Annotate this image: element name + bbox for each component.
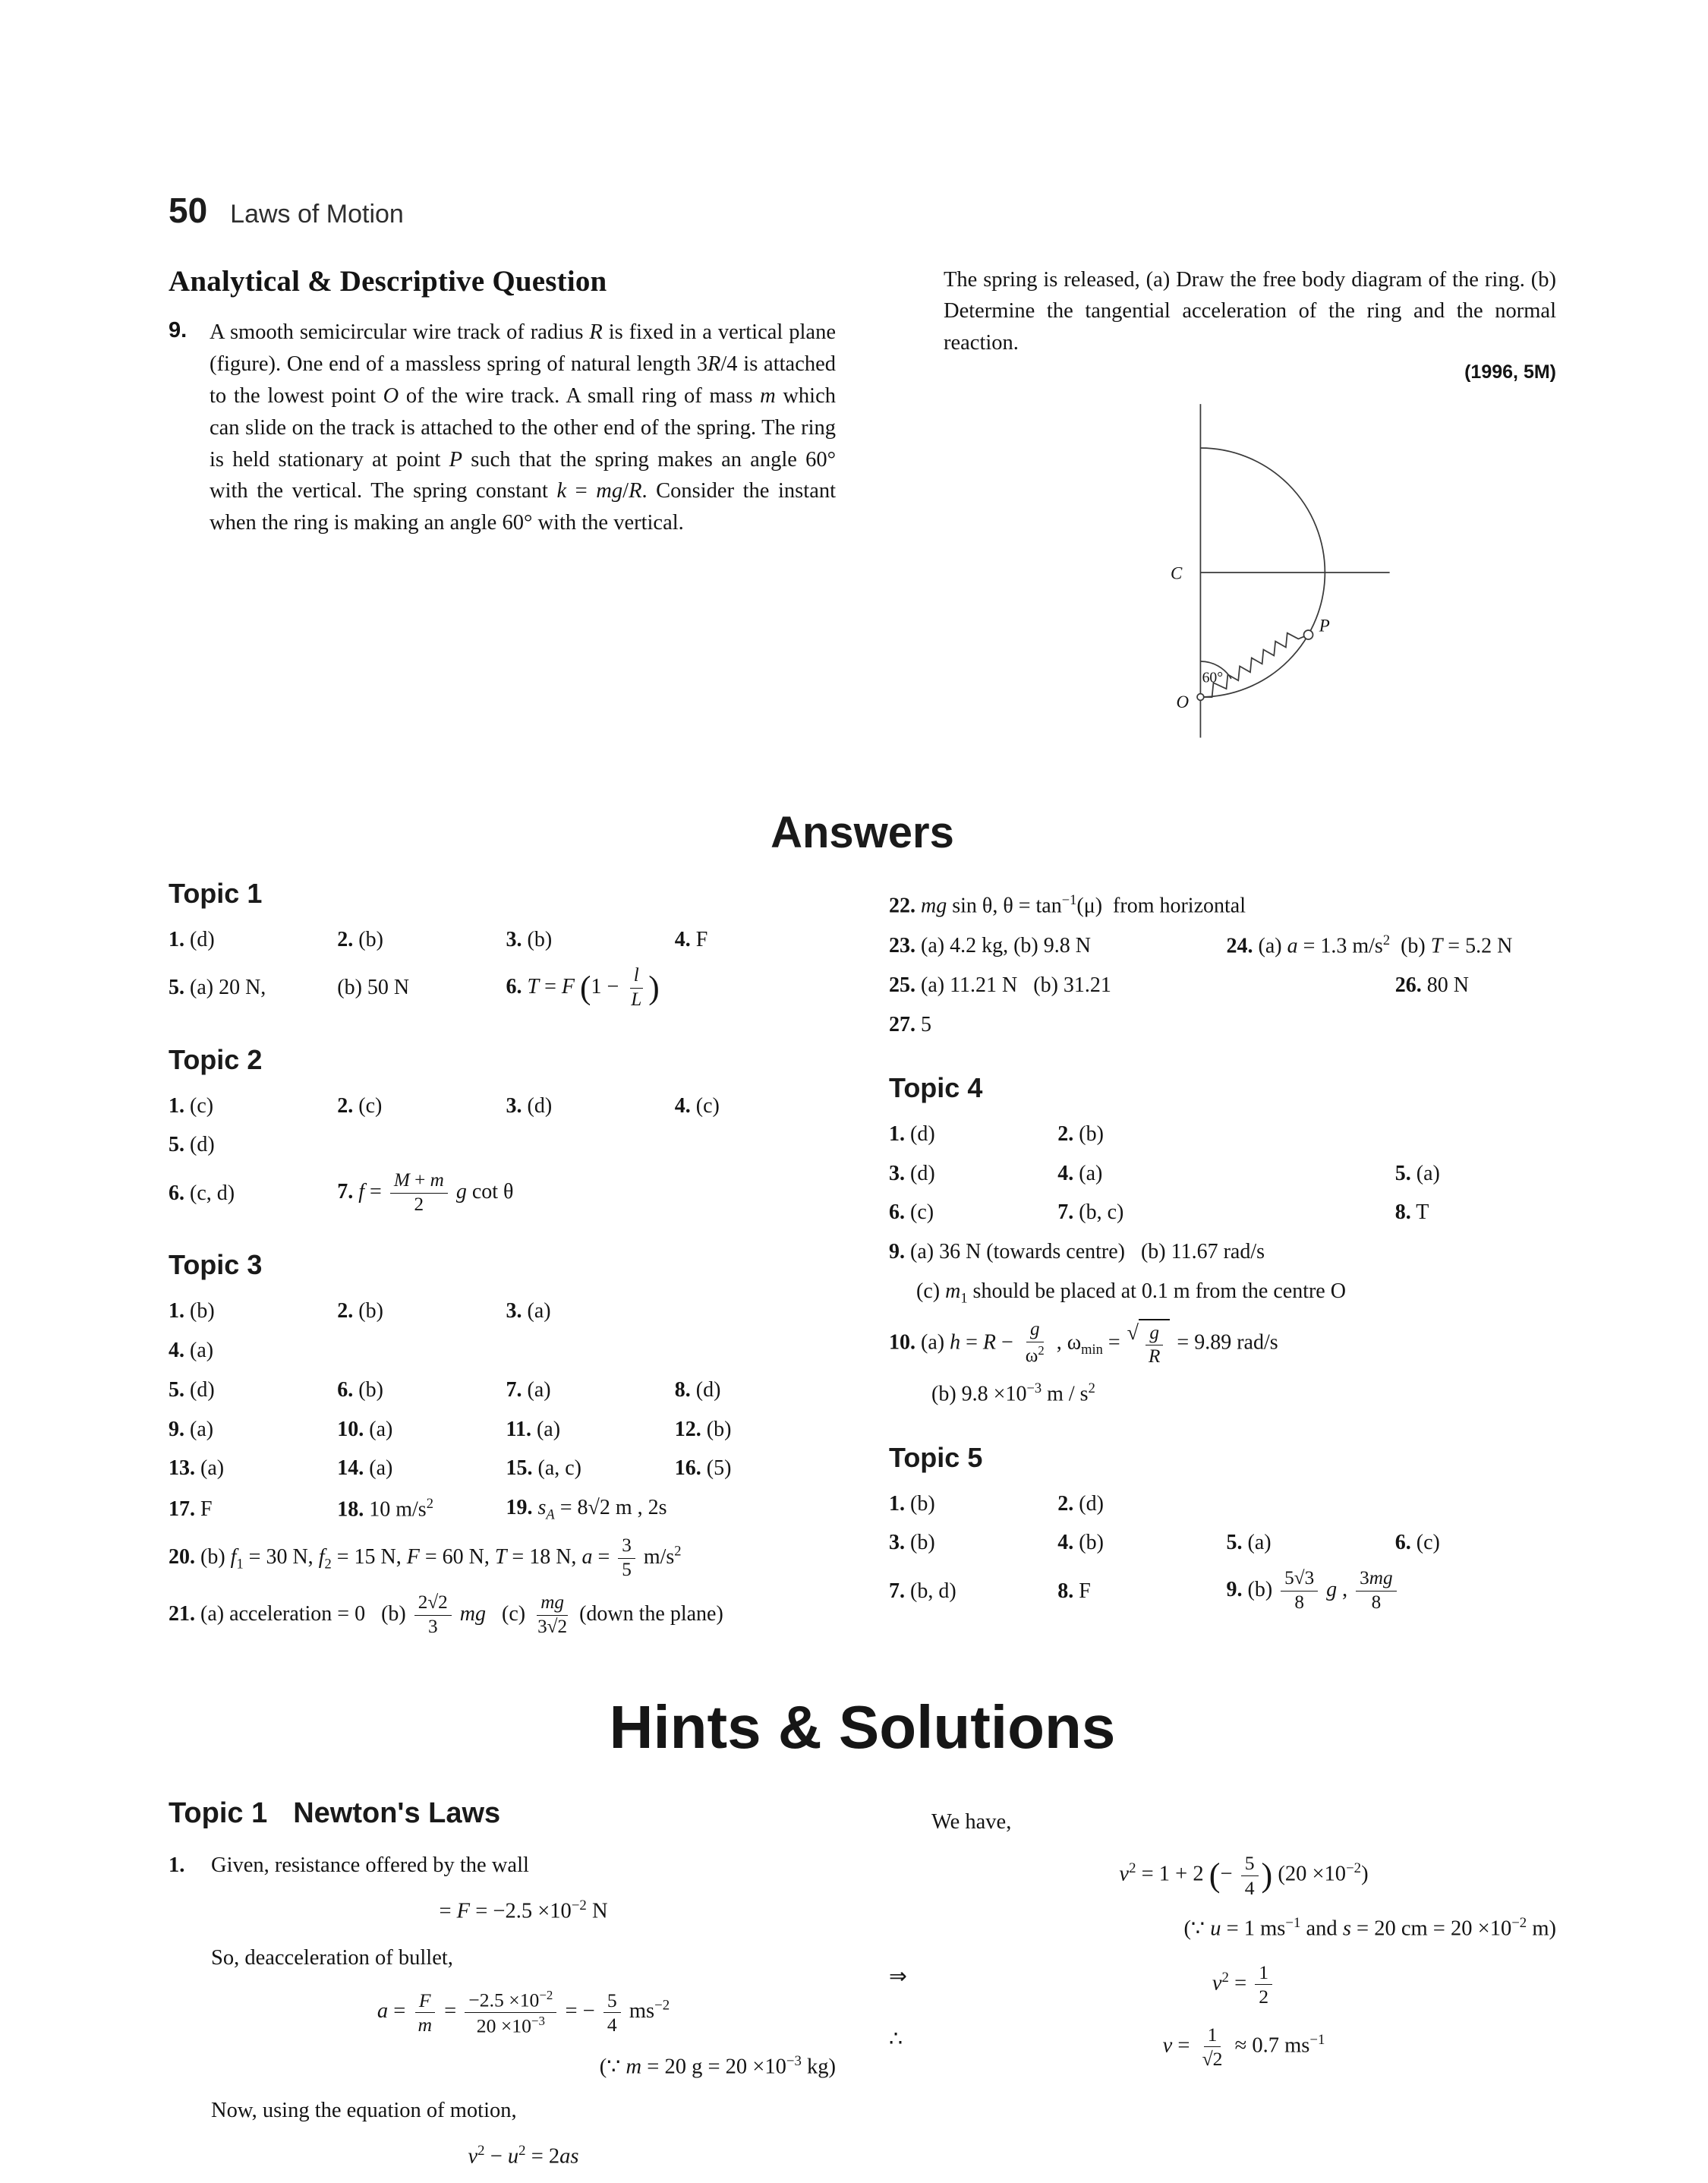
label-p: P: [1319, 616, 1330, 636]
answer-row: [169, 1125, 836, 1165]
solution-line: 1. Given, resistance offered by the wall: [169, 1853, 529, 1877]
solution-line: (∵ m = 20 $g = 20 \times 10^{-3}$ kg): [599, 2053, 836, 2079]
answer-row: [169, 1530, 836, 1587]
answer-item: 25. (a) 11.21 N (b) 31.21: [889, 973, 1111, 998]
topic-1-heading: Topic 1: [169, 877, 263, 909]
answer-item: 5. (d): [169, 1133, 215, 1157]
solution-line: We have,: [931, 1809, 1012, 1834]
question-right-column: [889, 264, 1556, 751]
answer-item: 15. (a, c): [506, 1456, 582, 1481]
answer-item: 2. (b): [337, 1299, 383, 1323]
hints-right-column: [889, 1797, 1556, 2183]
answer-row: [889, 1115, 1556, 1154]
answer-item: 10. (a): [337, 1417, 393, 1441]
answer-row: [889, 1563, 1556, 1620]
answer-item: 19. $s_A = 8√2$ m , 2s: [506, 1496, 667, 1522]
chapter-title: Laws of Motion: [230, 200, 404, 229]
topic-3-answers: [169, 1292, 836, 1643]
topic-2-heading: Topic 2: [169, 1043, 263, 1075]
answer-row: [169, 1165, 836, 1222]
figure-svg: [1087, 394, 1413, 751]
answer-item: 4. (a): [1057, 1161, 1103, 1185]
answer-row: [889, 885, 1556, 926]
answer-item: 24. (a) a = 1.3 $m/s^2$ (b) T = 5.2 N: [1226, 932, 1513, 958]
hints-heading: Hints & Solutions: [609, 1692, 1116, 1761]
solution-line: = $F = -2.5 \times 10^{-2}$ N: [439, 1898, 608, 1923]
answer-row: [889, 1154, 1556, 1194]
answer-row: [889, 1484, 1556, 1524]
hints-section: [169, 1797, 1556, 2183]
answer-item: 7. (b, d): [889, 1579, 956, 1603]
answer-item: 1. (b): [889, 1491, 935, 1516]
answer-item: 12. (b): [674, 1417, 732, 1441]
answer-item: 5. (d): [169, 1377, 215, 1402]
answer-item: 1. (d): [889, 1121, 935, 1146]
answer-item: 5. (a) 20 N,: [169, 976, 266, 1000]
label-c: C: [1170, 563, 1182, 583]
answer-row: [889, 1523, 1556, 1563]
question-number: 9.: [169, 318, 188, 342]
answer-item: 1. (d): [169, 927, 215, 951]
answer-item: 8. F: [1057, 1579, 1091, 1603]
answer-item: 3. (d): [506, 1093, 553, 1118]
answer-item: 8. T: [1394, 1200, 1429, 1225]
answer-row: [169, 960, 836, 1017]
answer-item: 6. (b): [337, 1377, 383, 1402]
answers-heading: Answers: [770, 807, 954, 857]
label-angle: 60°: [1202, 669, 1223, 686]
answer-row: [889, 1005, 1556, 1045]
answer-item: 3. (b): [889, 1531, 935, 1555]
answer-item: 8. (d): [674, 1377, 721, 1402]
answer-item: 26. 80 N: [1394, 973, 1469, 998]
answer-item: 17. F: [169, 1497, 213, 1521]
answer-item: (b) 50 N: [337, 976, 410, 1000]
hints-left-column: [169, 1797, 836, 2183]
answer-item: 18. 10 $m/s^2$: [337, 1495, 433, 1522]
answer-row: [889, 1232, 1556, 1272]
answer-item: 2. (b): [1057, 1121, 1104, 1146]
topic-1-block: [169, 878, 836, 1017]
answer-item: 1. (b): [169, 1299, 215, 1323]
solution-line: a = $\frac{F}{m}$ = $\frac{-2.5 \times 10^{-2}}{20 \times 10^{-3}}$ = − $\frac{5}{4}$ $ms^{-2}$: [377, 1988, 670, 2037]
answer-item: (c) $m_1$ should be placed at 0.1 m from the centre O: [916, 1279, 1346, 1306]
answer-row: [169, 1488, 836, 1530]
answer-item: (b) $9.8 \times 10^{-3}$ m / $s^2$: [931, 1380, 1095, 1406]
answer-item: 9. (a): [169, 1417, 214, 1441]
answer-row: [169, 920, 836, 960]
question-left-column: [169, 264, 836, 751]
topic-4-heading: Topic 4: [889, 1071, 983, 1103]
answer-item: 5. (a): [1226, 1531, 1272, 1555]
answer-item: 2. (d): [1057, 1491, 1104, 1516]
answer-row: [889, 1374, 1556, 1414]
answer-item: 4. (c): [674, 1093, 720, 1118]
answer-item: 5. (a): [1394, 1161, 1440, 1185]
answer-row: [169, 1331, 836, 1371]
answer-item: 23. (a) 4.2 kg, (b) 9.8 N: [889, 933, 1091, 957]
answer-item: 2. (c): [337, 1093, 383, 1118]
figure-semicircular-track: [944, 394, 1556, 751]
topic-3-heading: Topic 3: [169, 1249, 263, 1281]
point-o-marker: [1197, 694, 1204, 701]
question-text: A smooth semicircular wire track of radius R is fixed in a vertical plane (figure). One end of a massless spring of natural length 3R/4 is attached to the lowest point O of the wire track. A small ring of mass m which can slide on the track is attached to the other end of the spring. The ring is held stationary at point P such that the spring makes an angle 60° with the vertical. The spring constant k = mg/R. Consider the instant when the ring is making an angle 60° with the vertical.: [210, 320, 837, 535]
answers-22-to-27: [889, 885, 1556, 1045]
answers-left-column: [169, 878, 836, 1644]
topic-5-heading: Topic 5: [889, 1441, 983, 1473]
answer-row: [889, 966, 1556, 1005]
answer-row: [169, 1410, 836, 1450]
topic-2-block: [169, 1044, 836, 1222]
answer-item: 9. (b) $\frac{5√3}{8}$ g , $\frac{3mg}{8}$: [1227, 1568, 1557, 1614]
solution-line: So, deacceleration of bullet,: [211, 1945, 453, 1970]
solution-line: Now, using the equation of motion,: [211, 2098, 517, 2122]
solution-line: $v^2 = 1 + 2$ (− $\frac{5}{4}$ ) $(20 \times 10^{-2})$: [1119, 1852, 1369, 1899]
ring-at-p: [1303, 630, 1313, 639]
answer-item: 10. (a) h = R − $\frac{g}{\omega^2}$ , $\omega_{min}$ = √ $\frac{g}{R}$ = 9.89 rad/s: [889, 1319, 1278, 1368]
solution-line: $v^2 - u^2 = 2as$: [468, 2143, 579, 2169]
answer-item: 3. (b): [506, 927, 553, 951]
answer-item: 7. (b, c): [1057, 1200, 1124, 1225]
answer-row: [889, 1193, 1556, 1232]
answers-right-column: [889, 878, 1556, 1644]
answer-item: 9. (a) 36 N (towards centre) (b) 11.67 rad/s: [889, 1240, 1265, 1264]
answer-item: 1. (c): [169, 1093, 214, 1118]
answer-item: 7. f = $\frac{M + m}{2}$ g cot θ: [337, 1170, 514, 1216]
answer-row: [169, 1449, 836, 1488]
answer-item: 6. (c): [1394, 1531, 1440, 1555]
answer-row: [169, 1587, 836, 1644]
answers-section: [169, 878, 1556, 1644]
answer-item: 4. (b): [1057, 1531, 1104, 1555]
answer-item: 3. (a): [506, 1299, 551, 1323]
topic-3-block: [169, 1249, 836, 1643]
year-marks: (1996, 5M): [1464, 361, 1556, 383]
question-section: [169, 264, 1556, 751]
answer-row: [169, 1292, 836, 1331]
question-9: [169, 317, 836, 539]
answer-item: 6. T = F (1 − $\frac{l}{L}$ ): [506, 964, 660, 1010]
label-o: O: [1176, 692, 1189, 712]
section-heading: Analytical & Descriptive Question: [169, 265, 607, 298]
answer-item: 6. (c, d): [169, 1181, 235, 1205]
answer-item: 7. (a): [506, 1377, 551, 1402]
answer-row: [889, 1272, 1556, 1314]
hints-topic-heading: [169, 1797, 836, 1830]
solution-1-right: [889, 1806, 1556, 2071]
answer-item: 4. (a): [169, 1339, 214, 1362]
topic-5-answers: [889, 1484, 1556, 1620]
solution-line: (∵ u = 1 $ms^{-1}$ and s = 20 cm = $20 \times 10^{-2}$ m): [1183, 1915, 1556, 1941]
solution-line: ⇒ $v^2$ = $\frac{1}{2}$: [931, 1961, 1556, 2008]
answer-item: 3. (d): [889, 1161, 935, 1185]
topic-4-block: [889, 1072, 1556, 1415]
answer-item: 22. mg sin θ, $\theta = \tan^{-1}(\mu)$ from horizontal: [889, 891, 1246, 918]
topic-1-answers: [169, 920, 836, 1017]
answer-row: [169, 1371, 836, 1410]
solution-1-left: [169, 1850, 836, 2174]
topic-5-block: [889, 1442, 1556, 1620]
page-number: 50: [169, 191, 208, 230]
answer-row: [889, 1314, 1556, 1374]
solution-line: ∴ v = $\frac{1}{√2}$ ≈ 0.7 $ms^{-1}$: [889, 2023, 1325, 2071]
answer-item: 21. (a) acceleration = 0 (b) $\frac{2√2}{3}$ mg (c) $\frac{mg}{3√2}$ (down the plane): [169, 1592, 723, 1637]
answer-item: 11. (a): [506, 1417, 561, 1441]
topic-2-answers: [169, 1087, 836, 1222]
answer-row: [169, 1087, 836, 1126]
answer-item: 13. (a): [169, 1456, 225, 1481]
answer-item: 2. (b): [337, 927, 383, 951]
question-continuation: The spring is released, (a) Draw the free body diagram of the ring. (b) Determine the tangential acceleration of the ring and the normal reaction.: [944, 268, 1556, 355]
answer-item: 6. (c): [889, 1200, 934, 1225]
hints-topic-name: Newton's Laws: [293, 1797, 501, 1829]
hints-topic-label: Topic 1: [169, 1797, 268, 1829]
answer-item: 16. (5): [674, 1456, 732, 1481]
answer-item: 14. (a): [337, 1456, 393, 1481]
answer-item: 4. F: [674, 927, 708, 951]
answer-item: 20. (b) $f_1 = 30$ N, $f_2 = 15$ N, F = 60 N, T = 18 N, a = $\frac{3}{5}$ $m/s^2$: [169, 1535, 682, 1580]
answer-row: [889, 926, 1556, 966]
topic-4-answers: [889, 1115, 1556, 1415]
answer-item: 27. 5: [889, 1012, 931, 1036]
page-header: [169, 190, 1556, 231]
